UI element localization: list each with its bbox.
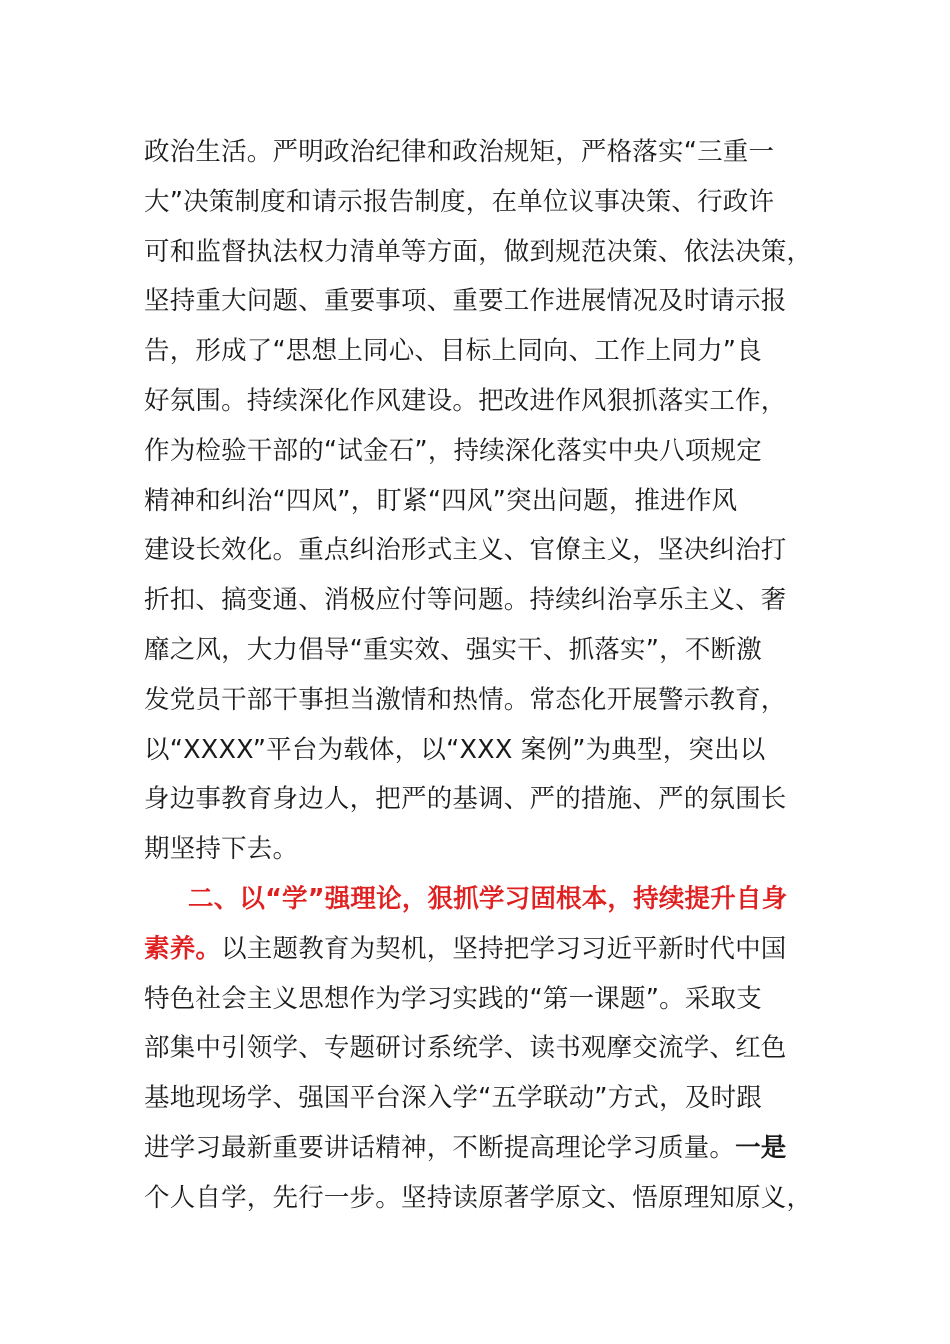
bold-marker: 一是 (735, 1132, 787, 1163)
section-heading-continued (144, 925, 814, 975)
text-line: 告，形成了“思想上同心、目标上同向、工作上同力”良 (144, 336, 762, 367)
text-line: 政治生活。严明政治纪律和政治规矩，严格落实“三重一 (144, 137, 775, 167)
text-line: 特色社会主义思想作为学习实践的“第一课题”。采取支 (144, 983, 762, 1014)
text-line: 身边事教育身边人，把严的基调、严的措施、严的氛围长 (144, 784, 787, 815)
text-line: 期坚持下去。 (144, 834, 299, 865)
text-line: 好氛围。持续深化作风建设。把改进作风狠抓落实工作， (144, 385, 787, 416)
section-text: 进学习最新重要讲话精神，不断提高理论学习质量。 (144, 1132, 736, 1163)
text-line: 精神和纠治“四风”，盯紧“四风”突出问题，推进作风 (144, 485, 738, 516)
text-line: 坚持重大问题、重要事项、重要工作进展情况及时请示报 (144, 286, 787, 317)
text-line: 发党员干部干事担当激情和热情。常态化开展警示教育， (144, 684, 787, 715)
text-line: 以“XXXX”平台为载体，以“XXX 案例”为典型，突出以 (144, 734, 766, 765)
text-line: 靡之风，大力倡导“重实效、强实干、抓落实”，不断激 (144, 634, 762, 665)
text-line: 基地现场学、强国平台深入学“五学联动”方式，及时跟 (144, 1083, 762, 1114)
text-line: 部集中引领学、专题研讨系统学、读书观摩交流学、红色 (144, 1033, 787, 1064)
text-line (144, 1124, 814, 1174)
section-heading: 二、以“学”强理论，狠抓学习固根本，持续提升自身 (188, 883, 788, 914)
text-line: 大”决策制度和请示报告制度，在单位议事决策、行政许 (144, 186, 775, 217)
section-text: 以主题教育为契机，坚持把学习习近平新时代中国 (221, 933, 787, 964)
text-line: 可和监督执法权力清单等方面，做到规范决策、依法决策， (144, 236, 813, 267)
text-line: 作为检验干部的“试金石”，持续深化落实中央八项规定 (144, 435, 762, 466)
text-line: 个人自学，先行一步。坚持读原著学原文、悟原理知原义， (144, 1182, 813, 1213)
text-line: 折扣、搞变通、消极应付等问题。持续纠治享乐主义、奢 (144, 585, 787, 616)
text-line: 建设长效化。重点纠治形式主义、官僚主义，坚决纠治打 (144, 535, 787, 566)
section-heading-end: 素养。 (144, 933, 222, 964)
document-body (144, 128, 814, 1224)
